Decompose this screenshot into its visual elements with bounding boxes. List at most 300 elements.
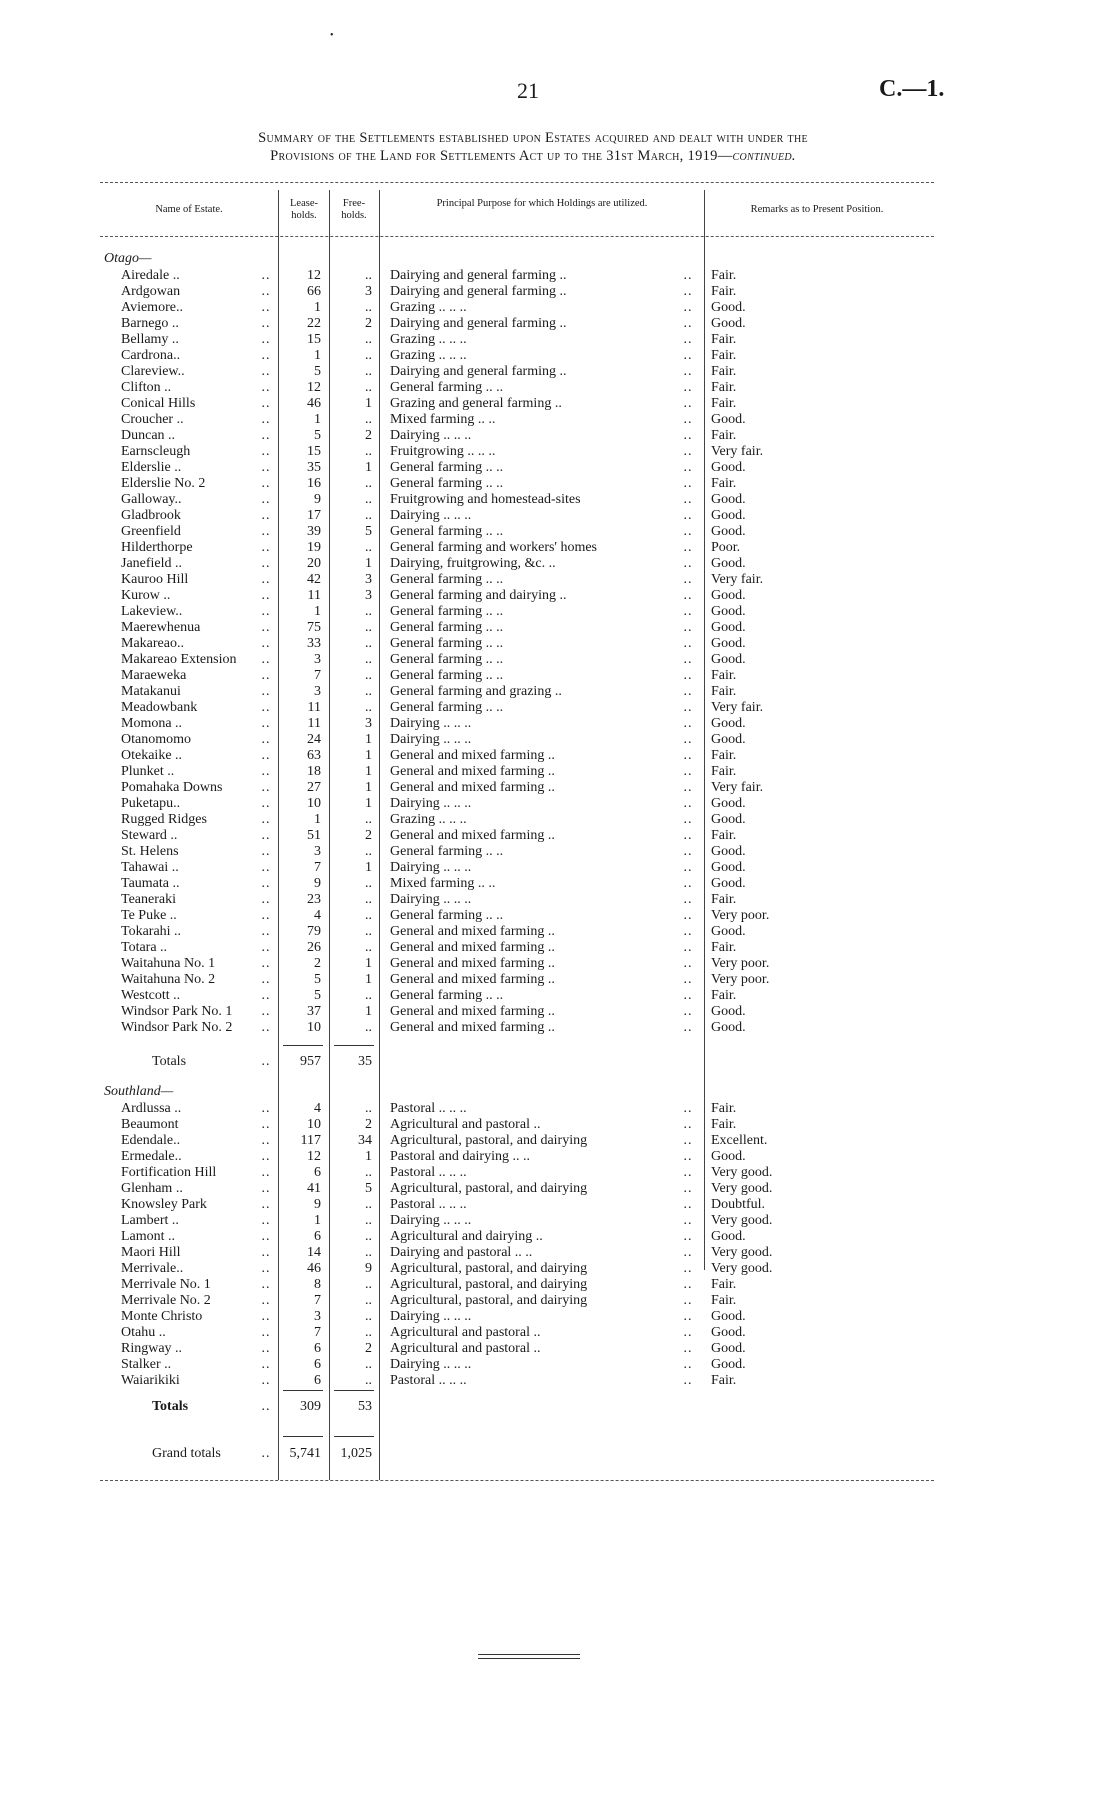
leader-dots: ..	[261, 1054, 271, 1069]
leader-dots: ..	[261, 764, 271, 779]
freeholds-value: 1	[365, 860, 372, 875]
purpose-text: General farming .. ..	[390, 476, 504, 491]
leaseholds-value: 19	[307, 540, 321, 555]
purpose-text: General and mixed farming ..	[390, 1004, 555, 1019]
leader-dots: ..	[261, 300, 271, 315]
estate-name: Ardlussa ..	[121, 1101, 182, 1116]
freeholds-value: 1	[365, 396, 372, 411]
freeholds-value: ..	[365, 892, 372, 907]
estate-name: Puketapu..	[121, 796, 181, 811]
leader-dots: ..	[683, 364, 693, 379]
table-row	[0, 1277, 1114, 1293]
table-row	[0, 540, 1114, 556]
purpose-text: Dairying and general farming ..	[390, 284, 567, 299]
estate-name: Earnscleugh	[121, 444, 191, 459]
leaseholds-value: 46	[307, 1261, 321, 1276]
leader-dots: ..	[261, 620, 271, 635]
remark-text: Fair.	[711, 748, 737, 763]
leader-dots: ..	[261, 1446, 271, 1461]
remark-text: Good.	[711, 588, 746, 603]
leaseholds-value: 12	[307, 1149, 321, 1164]
leader-dots: ..	[683, 412, 693, 427]
table-row	[0, 412, 1114, 428]
estate-name: Plunket ..	[121, 764, 175, 779]
table-row	[0, 364, 1114, 380]
estate-name: Waitahuna No. 1	[121, 956, 216, 971]
totals-label: Totals	[152, 1399, 189, 1414]
leader-dots: ..	[683, 940, 693, 955]
region-heading: Otago—	[104, 251, 152, 266]
freeholds-value: 1	[365, 764, 372, 779]
table-row	[0, 396, 1114, 412]
estate-name: Fortification Hill	[121, 1165, 217, 1180]
title-line-2	[100, 148, 966, 165]
remark-text: Fair.	[711, 684, 737, 699]
purpose-text: Pastoral and dairying .. ..	[390, 1149, 530, 1164]
freeholds-value: ..	[365, 412, 372, 427]
remark-text: Fair.	[711, 268, 737, 283]
freeholds-value: 1	[365, 1149, 372, 1164]
purpose-text: Agricultural, pastoral, and dairying	[390, 1293, 588, 1308]
leaseholds-value: 3	[314, 1309, 321, 1324]
table-row	[0, 1165, 1114, 1181]
leader-dots: ..	[261, 508, 271, 523]
leader-dots: ..	[683, 380, 693, 395]
freeholds-value: 9	[365, 1261, 372, 1276]
freeholds-value: ..	[365, 268, 372, 283]
leaseholds-value: 14	[307, 1245, 321, 1260]
leaseholds-value: 42	[307, 572, 321, 587]
purpose-text: Dairying .. .. ..	[390, 428, 472, 443]
freeholds-value: 2	[365, 428, 372, 443]
leader-dots: ..	[683, 524, 693, 539]
table-row	[0, 460, 1114, 476]
leaseholds-value: 6	[314, 1373, 321, 1388]
remark-text: Fair.	[711, 988, 737, 1003]
leader-dots: ..	[261, 428, 271, 443]
table-row	[0, 1373, 1114, 1389]
leaseholds-value: 6	[314, 1229, 321, 1244]
estate-name: Hilderthorpe	[121, 540, 193, 555]
leader-dots: ..	[683, 844, 693, 859]
estate-name: Clifton ..	[121, 380, 172, 395]
leader-dots: ..	[261, 316, 271, 331]
leader-dots: ..	[683, 1293, 693, 1308]
table-row	[0, 1245, 1114, 1261]
table-row	[0, 908, 1114, 924]
estate-name: Otekaike ..	[121, 748, 183, 763]
freeholds-value: ..	[365, 1357, 372, 1372]
table-row	[0, 716, 1114, 732]
table-row	[0, 668, 1114, 684]
remark-text: Fair.	[711, 1373, 737, 1388]
purpose-text: General farming .. ..	[390, 652, 504, 667]
leader-dots: ..	[261, 652, 271, 667]
remark-text: Very good.	[711, 1261, 773, 1276]
leader-dots: ..	[261, 1373, 271, 1388]
leaseholds-value: 63	[307, 748, 321, 763]
leader-dots: ..	[683, 556, 693, 571]
leaseholds-value: 37	[307, 1004, 321, 1019]
estate-name: Beaumont	[121, 1117, 179, 1132]
remark-text: Fair.	[711, 396, 737, 411]
leader-dots: ..	[683, 1213, 693, 1228]
grand-totals-label: Grand totals	[152, 1446, 221, 1461]
estate-name: Waitahuna No. 2	[121, 972, 216, 987]
leader-dots: ..	[261, 332, 271, 347]
estate-name: Knowsley Park	[121, 1197, 207, 1212]
leader-dots: ..	[683, 780, 693, 795]
leaseholds-value: 1	[314, 604, 321, 619]
leader-dots: ..	[683, 540, 693, 555]
estate-name: Galloway..	[121, 492, 182, 507]
estate-name: Teaneraki	[121, 892, 176, 907]
leader-dots: ..	[261, 700, 271, 715]
purpose-text: General and mixed farming ..	[390, 924, 555, 939]
freeholds-value: ..	[365, 300, 372, 315]
leaseholds-value: 7	[314, 1293, 321, 1308]
freeholds-value: 1	[365, 748, 372, 763]
leader-dots: ..	[261, 972, 271, 987]
remark-text: Very good.	[711, 1181, 773, 1196]
purpose-text: Pastoral .. .. ..	[390, 1373, 467, 1388]
purpose-text: Dairying .. .. ..	[390, 716, 472, 731]
freeholds-value: 3	[365, 284, 372, 299]
remark-text: Good.	[711, 844, 746, 859]
estate-name: Glenham ..	[121, 1181, 183, 1196]
table-row	[0, 684, 1114, 700]
purpose-text: General farming .. ..	[390, 572, 504, 587]
leaseholds-value: 3	[314, 684, 321, 699]
estate-name: Tokarahi ..	[121, 924, 182, 939]
leader-dots: ..	[261, 348, 271, 363]
freeholds-value: ..	[365, 492, 372, 507]
table-row	[0, 892, 1114, 908]
purpose-text: General farming .. ..	[390, 380, 504, 395]
totals-rule-lease	[283, 1045, 323, 1046]
table-row	[0, 1149, 1114, 1165]
table-row	[0, 524, 1114, 540]
totals-rule-free	[334, 1045, 374, 1046]
purpose-text: Dairying and pastoral .. ..	[390, 1245, 533, 1260]
leader-dots: ..	[261, 668, 271, 683]
table-bottom-rule	[100, 1480, 934, 1481]
leader-dots: ..	[683, 492, 693, 507]
leaseholds-value: 66	[307, 284, 321, 299]
leader-dots: ..	[683, 620, 693, 635]
remark-text: Good.	[711, 732, 746, 747]
leader-dots: ..	[683, 876, 693, 891]
leader-dots: ..	[261, 572, 271, 587]
leaseholds-value: 51	[307, 828, 321, 843]
table-row	[0, 492, 1114, 508]
leaseholds-value: 9	[314, 876, 321, 891]
col-header-name: Name of Estate.	[155, 204, 223, 215]
purpose-text: Pastoral .. .. ..	[390, 1197, 467, 1212]
table-row	[0, 1004, 1114, 1020]
leader-dots: ..	[261, 1213, 271, 1228]
table-row	[0, 844, 1114, 860]
estate-name: Ermedale..	[121, 1149, 182, 1164]
leader-dots: ..	[261, 988, 271, 1003]
leaseholds-value: 23	[307, 892, 321, 907]
estate-name: Kauroo Hill	[121, 572, 189, 587]
freeholds-value: ..	[365, 1309, 372, 1324]
freeholds-value: ..	[365, 988, 372, 1003]
remark-text: Good.	[711, 524, 746, 539]
estate-name: Merrivale No. 2	[121, 1293, 211, 1308]
purpose-text: Grazing .. .. ..	[390, 348, 467, 363]
freeholds-value: ..	[365, 876, 372, 891]
leader-dots: ..	[261, 956, 271, 971]
estate-name: Windsor Park No. 1	[121, 1004, 233, 1019]
leader-dots: ..	[683, 972, 693, 987]
leaseholds-value: 117	[300, 1133, 321, 1148]
leaseholds-value: 3	[314, 844, 321, 859]
leaseholds-value: 24	[307, 732, 321, 747]
leader-dots: ..	[261, 636, 271, 651]
purpose-text: General farming and dairying ..	[390, 588, 567, 603]
purpose-text: Dairying and general farming ..	[390, 364, 567, 379]
leader-dots: ..	[261, 828, 271, 843]
table-row	[0, 988, 1114, 1004]
table-row	[0, 748, 1114, 764]
purpose-text: Agricultural, pastoral, and dairying	[390, 1181, 588, 1196]
purpose-text: General farming .. ..	[390, 668, 504, 683]
leaseholds-value: 7	[314, 1325, 321, 1340]
leader-dots: ..	[261, 1197, 271, 1212]
table-row	[0, 1181, 1114, 1197]
region-heading: Southland—	[104, 1084, 174, 1099]
remark-text: Good.	[711, 1325, 746, 1340]
leader-dots: ..	[261, 1277, 271, 1292]
freeholds-value: 2	[365, 316, 372, 331]
remark-text: Good.	[711, 1020, 746, 1035]
table-row	[0, 348, 1114, 364]
leader-dots: ..	[683, 1245, 693, 1260]
estate-name: Waiarikiki	[121, 1373, 180, 1388]
leaseholds-value: 33	[307, 636, 321, 651]
purpose-text: Dairying .. .. ..	[390, 796, 472, 811]
purpose-text: General farming .. ..	[390, 524, 504, 539]
leader-dots: ..	[261, 364, 271, 379]
table-row	[0, 1133, 1114, 1149]
remark-text: Good.	[711, 412, 746, 427]
leader-dots: ..	[261, 492, 271, 507]
leader-dots: ..	[683, 1117, 693, 1132]
purpose-text: Dairying .. .. ..	[390, 732, 472, 747]
remark-text: Fair.	[711, 332, 737, 347]
remark-text: Good.	[711, 636, 746, 651]
estate-name: Merrivale No. 1	[121, 1277, 211, 1292]
leader-dots: ..	[261, 1399, 271, 1414]
col-header-purpose: Principal Purpose for which Holdings are utilized.	[436, 198, 648, 209]
estate-name: Totara ..	[121, 940, 168, 955]
estate-name: Lambert ..	[121, 1213, 179, 1228]
table-row	[0, 700, 1114, 716]
leader-dots: ..	[683, 732, 693, 747]
remark-text: Good.	[711, 924, 746, 939]
table-row	[0, 572, 1114, 588]
table-row	[0, 652, 1114, 668]
leader-dots: ..	[683, 860, 693, 875]
leader-dots: ..	[261, 812, 271, 827]
leader-dots: ..	[683, 1149, 693, 1164]
remark-text: Good.	[711, 316, 746, 331]
leader-dots: ..	[261, 732, 271, 747]
totals-row	[0, 1054, 1114, 1070]
table-row	[0, 508, 1114, 524]
leaseholds-value: 17	[307, 508, 321, 523]
remark-text: Excellent.	[711, 1133, 768, 1148]
leader-dots: ..	[261, 556, 271, 571]
freeholds-value: ..	[365, 1197, 372, 1212]
estate-name: Elderslie No. 2	[121, 476, 206, 491]
leaseholds-value: 4	[314, 1101, 321, 1116]
grand-totals-leaseholds: 5,741	[289, 1446, 321, 1461]
purpose-text: Dairying .. .. ..	[390, 892, 472, 907]
purpose-text: General and mixed farming ..	[390, 780, 555, 795]
estate-name: Maori Hill	[121, 1245, 181, 1260]
leaseholds-value: 41	[307, 1181, 321, 1196]
freeholds-value: 3	[365, 716, 372, 731]
freeholds-value: ..	[365, 1293, 372, 1308]
remark-text: Good.	[711, 620, 746, 635]
leaseholds-value: 11	[307, 700, 321, 715]
table-row	[0, 1325, 1114, 1341]
leader-dots: ..	[683, 1181, 693, 1196]
leaseholds-value: 12	[307, 380, 321, 395]
purpose-text: Mixed farming .. ..	[390, 876, 496, 891]
table-row	[0, 876, 1114, 892]
freeholds-value: ..	[365, 908, 372, 923]
remark-text: Good.	[711, 652, 746, 667]
table-row	[0, 1309, 1114, 1325]
remark-text: Very fair.	[711, 700, 764, 715]
estate-name: Ardgowan	[121, 284, 181, 299]
leader-dots: ..	[683, 956, 693, 971]
leader-dots: ..	[683, 1357, 693, 1372]
purpose-text: Agricultural and pastoral ..	[390, 1117, 541, 1132]
leader-dots: ..	[683, 508, 693, 523]
freeholds-value: ..	[365, 620, 372, 635]
table-row	[0, 924, 1114, 940]
estate-name: Makareao Extension	[121, 652, 237, 667]
purpose-text: Grazing .. .. ..	[390, 300, 467, 315]
remark-text: Fair.	[711, 364, 737, 379]
leader-dots: ..	[683, 268, 693, 283]
remark-text: Fair.	[711, 348, 737, 363]
leader-dots: ..	[683, 1165, 693, 1180]
table-row	[0, 1261, 1114, 1277]
leaseholds-value: 10	[307, 1117, 321, 1132]
estate-name: Momona ..	[121, 716, 183, 731]
estate-name: Makareao..	[121, 636, 184, 651]
estate-name: Clareview..	[121, 364, 185, 379]
leader-dots: ..	[261, 444, 271, 459]
purpose-text: Pastoral .. .. ..	[390, 1101, 467, 1116]
freeholds-value: ..	[365, 1373, 372, 1388]
freeholds-value: 1	[365, 780, 372, 795]
estate-name: St. Helens	[121, 844, 179, 859]
document-code: C.—1.	[879, 76, 945, 102]
purpose-text: Agricultural and pastoral ..	[390, 1341, 541, 1356]
leader-dots: ..	[261, 1293, 271, 1308]
leader-dots: ..	[683, 988, 693, 1003]
leader-dots: ..	[683, 892, 693, 907]
purpose-text: Agricultural, pastoral, and dairying	[390, 1133, 588, 1148]
leader-dots: ..	[261, 1357, 271, 1372]
estate-name: Elderslie ..	[121, 460, 182, 475]
estate-name: Tahawai ..	[121, 860, 179, 875]
grand-totals-rule-free	[334, 1436, 374, 1437]
remark-text: Good.	[711, 1004, 746, 1019]
leader-dots: ..	[683, 748, 693, 763]
leaseholds-value: 5	[314, 428, 321, 443]
remark-text: Very poor.	[711, 908, 770, 923]
estate-name: Otanomomo	[121, 732, 191, 747]
remark-text: Good.	[711, 300, 746, 315]
leader-dots: ..	[261, 876, 271, 891]
estate-name: Te Puke ..	[121, 908, 177, 923]
totals-leaseholds: 309	[300, 1399, 321, 1414]
leader-dots: ..	[683, 764, 693, 779]
estate-name: Maraeweka	[121, 668, 187, 683]
purpose-text: General farming .. ..	[390, 700, 504, 715]
leaseholds-value: 1	[314, 300, 321, 315]
leader-dots: ..	[261, 1149, 271, 1164]
leader-dots: ..	[683, 1101, 693, 1116]
purpose-text: General farming .. ..	[390, 604, 504, 619]
remark-text: Fair.	[711, 428, 737, 443]
purpose-text: Grazing .. .. ..	[390, 812, 467, 827]
leaseholds-value: 10	[307, 796, 321, 811]
table-row	[0, 268, 1114, 284]
purpose-text: General and mixed farming ..	[390, 940, 555, 955]
estate-name: Croucher ..	[121, 412, 184, 427]
remark-text: Good.	[711, 492, 746, 507]
leaseholds-value: 6	[314, 1341, 321, 1356]
freeholds-value: 1	[365, 972, 372, 987]
leader-dots: ..	[261, 1117, 271, 1132]
estate-name: Windsor Park No. 2	[121, 1020, 233, 1035]
freeholds-value: 1	[365, 556, 372, 571]
freeholds-value: ..	[365, 684, 372, 699]
leader-dots: ..	[683, 1229, 693, 1244]
leader-dots: ..	[683, 1004, 693, 1019]
purpose-text: Agricultural, pastoral, and dairying	[390, 1261, 588, 1276]
leaseholds-value: 35	[307, 460, 321, 475]
leaseholds-value: 6	[314, 1357, 321, 1372]
table-row	[0, 1020, 1114, 1036]
estate-name: Stalker ..	[121, 1357, 172, 1372]
remark-text: Fair.	[711, 1117, 737, 1132]
remark-text: Very fair.	[711, 780, 764, 795]
leader-dots: ..	[683, 668, 693, 683]
leaseholds-value: 7	[314, 860, 321, 875]
leaseholds-value: 1	[314, 348, 321, 363]
table-row	[0, 1213, 1114, 1229]
freeholds-value: ..	[365, 332, 372, 347]
remark-text: Fair.	[711, 1101, 737, 1116]
table-row	[0, 940, 1114, 956]
remark-text: Very poor.	[711, 956, 770, 971]
remark-text: Doubtful.	[711, 1197, 766, 1212]
grand-totals-freeholds: 1,025	[340, 1446, 372, 1461]
purpose-text: Agricultural, pastoral, and dairying	[390, 1277, 588, 1292]
leader-dots: ..	[261, 524, 271, 539]
title-line-2-text: Provisions of the Land for Settlements Act up to the 31st March, 1919—	[270, 148, 733, 164]
